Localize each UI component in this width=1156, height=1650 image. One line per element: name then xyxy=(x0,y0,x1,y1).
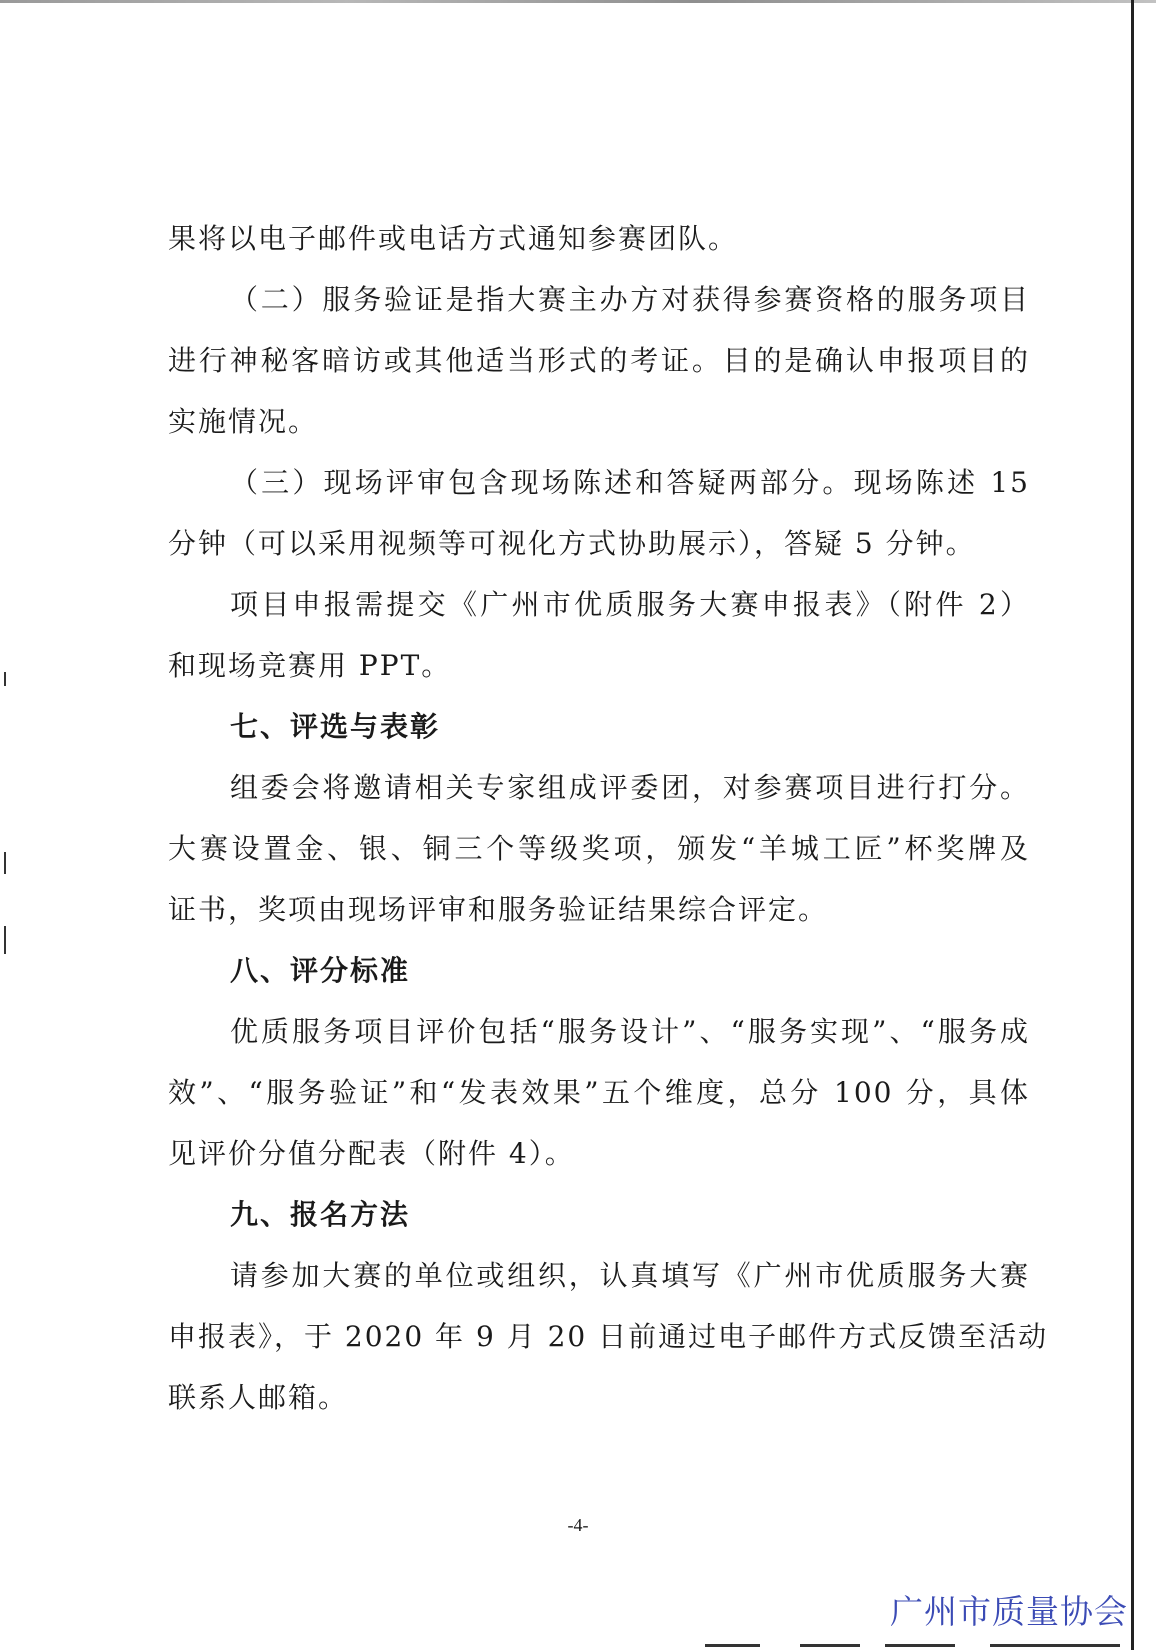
scan-artifact-bottom xyxy=(800,1644,860,1647)
paragraph-line: 进行神秘客暗访或其他适当形式的考证。目的是确认申报项目的 xyxy=(168,344,1030,377)
watermark-text: 广州市质量协会 xyxy=(890,1592,1128,1631)
paragraph-line: 证书，奖项由现场评审和服务验证结果综合评定。 xyxy=(168,893,829,926)
scan-artifact-bottom xyxy=(990,1644,1120,1647)
paragraph-line: 请参加大赛的单位或组织，认真填写《广州市优质服务大赛 xyxy=(230,1259,1030,1292)
paragraph-line: 果将以电子邮件或电话方式通知参赛团队。 xyxy=(168,222,739,255)
paragraph-line: 效”、“服务验证”和“发表效果”五个维度，总分 100 分，具体 xyxy=(168,1076,1030,1109)
paragraph-line: 实施情况。 xyxy=(168,405,319,438)
paragraph-line: 申报表》，于 2020 年 9 月 20 日前通过电子邮件方式反馈至活动 xyxy=(168,1320,1049,1353)
section-heading: 七、评选与表彰 xyxy=(230,710,441,743)
scan-artifact-right-edge xyxy=(1131,0,1134,1650)
paragraph-line: 见评价分值分配表（附件 4）。 xyxy=(168,1137,575,1170)
scan-artifact-bottom xyxy=(705,1644,760,1647)
scan-artifact-top xyxy=(0,0,1156,3)
document-body xyxy=(168,208,1049,1428)
scan-artifact-left-mark xyxy=(4,852,6,874)
paragraph-line: （三）现场评审包含现场陈述和答疑两部分。现场陈述 15 xyxy=(230,466,1030,499)
page-number: -4- xyxy=(567,1515,589,1535)
paragraph-line: 大赛设置金、银、铜三个等级奖项，颁发“羊城工匠”杯奖牌及 xyxy=(168,832,1030,865)
section-heading: 九、报名方法 xyxy=(230,1198,411,1231)
paragraph-line: （二）服务验证是指大赛主办方对获得参赛资格的服务项目 xyxy=(230,283,1030,316)
paragraph-line: 优质服务项目评价包括“服务设计”、“服务实现”、“服务成 xyxy=(230,1015,1030,1048)
section-heading: 八、评分标准 xyxy=(230,954,411,987)
paragraph-line: 分钟（可以采用视频等可视化方式协助展示），答疑 5 分钟。 xyxy=(168,527,976,560)
paragraph-line: 项目申报需提交《广州市优质服务大赛申报表》（附件 2） xyxy=(230,588,1030,621)
paragraph-line: 组委会将邀请相关专家组成评委团，对参赛项目进行打分。 xyxy=(230,771,1030,804)
paragraph-line: 联系人邮箱。 xyxy=(168,1381,349,1414)
paragraph-line: 和现场竞赛用 PPT。 xyxy=(168,649,452,682)
scan-artifact-left-mark xyxy=(4,926,6,954)
scan-artifact-left-mark xyxy=(4,672,6,686)
scan-artifact-bottom xyxy=(885,1644,955,1647)
